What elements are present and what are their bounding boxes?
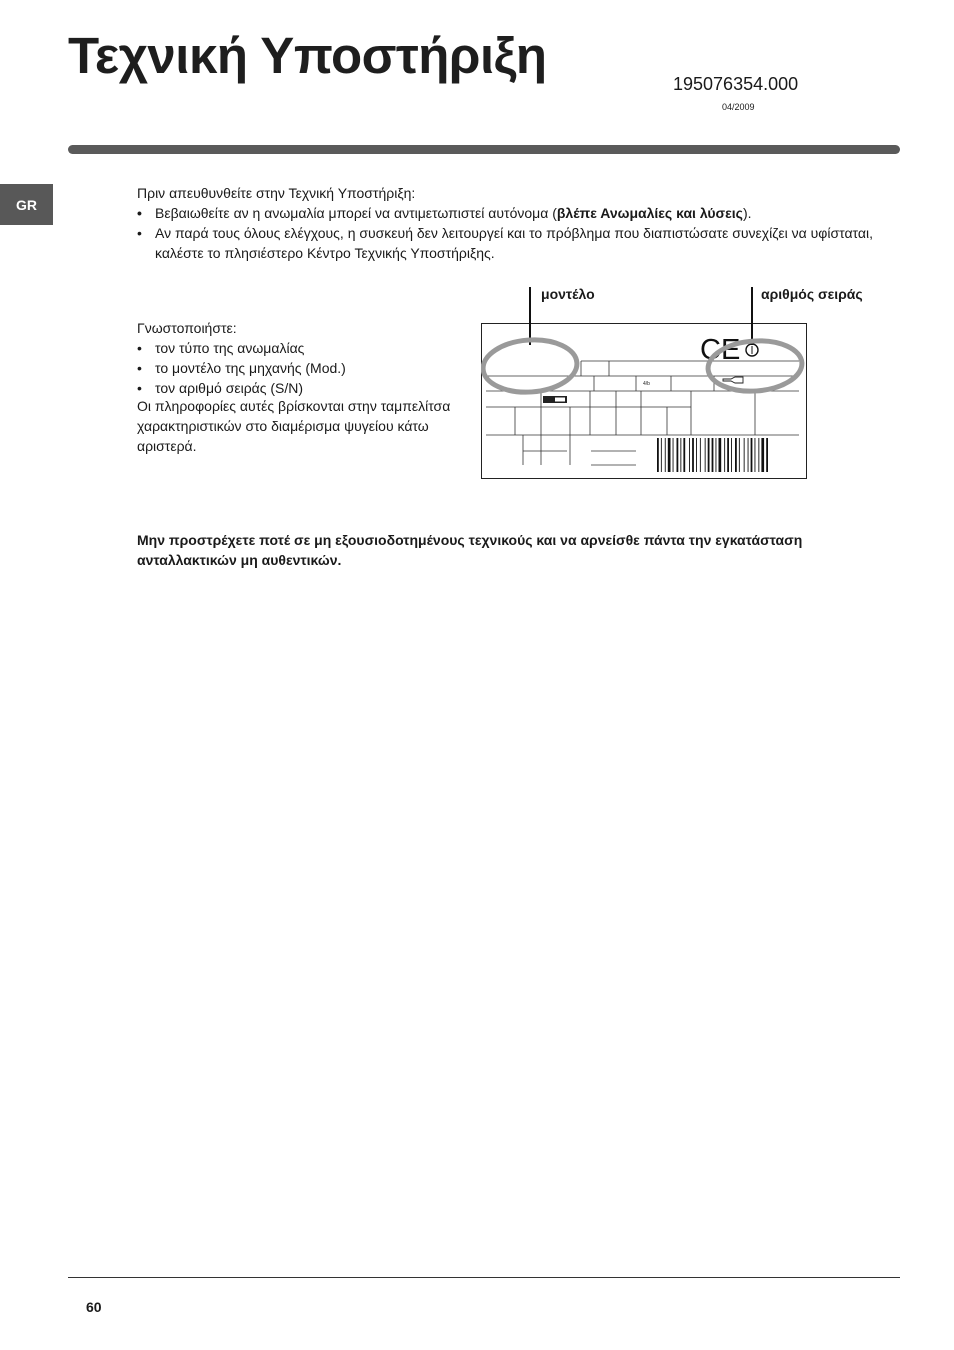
header-rule bbox=[68, 145, 900, 154]
ce-mark: CE bbox=[700, 334, 741, 366]
rating-plate-diagram bbox=[481, 283, 811, 483]
notify-item-fault: • τον τύπο της ανωμαλίας bbox=[137, 338, 457, 358]
barcode-bar bbox=[696, 438, 697, 472]
barcode-bar bbox=[677, 438, 679, 472]
barcode-bar bbox=[727, 438, 729, 472]
page-number: 60 bbox=[86, 1299, 102, 1315]
barcode-bar bbox=[657, 438, 659, 472]
barcode-bar bbox=[716, 438, 717, 472]
model-callout-label: μοντέλο bbox=[541, 286, 595, 302]
language-tab: GR bbox=[0, 184, 53, 225]
barcode-bar bbox=[680, 438, 681, 472]
barcode-bar bbox=[665, 438, 666, 472]
notify-item-model: • το μοντέλο της μηχανής (Mod.) bbox=[137, 358, 457, 378]
footer-rule bbox=[68, 1277, 900, 1278]
barcode-bar bbox=[744, 438, 745, 472]
barcode-bar bbox=[758, 438, 759, 472]
barcode-bar bbox=[705, 438, 706, 472]
notify-item-serial: • τον αριθμό σειράς (S/N) bbox=[137, 378, 457, 398]
intro-text: Πριν απευθυνθείτε στην Τεχνική Υποστήριξη: bbox=[137, 185, 416, 201]
document-date: 04/2009 bbox=[722, 102, 755, 112]
barcode-bar bbox=[751, 438, 753, 472]
barcode-bar bbox=[724, 438, 725, 472]
barcode-bar bbox=[761, 438, 764, 472]
barcode-bar bbox=[719, 438, 722, 472]
barcode-bar bbox=[739, 438, 740, 472]
document-code: 195076354.000 bbox=[673, 74, 799, 94]
barcode-bar bbox=[735, 438, 737, 472]
energy-badge-inner bbox=[555, 398, 565, 402]
page-title: Τεχνική Υποστήριξη bbox=[68, 27, 547, 84]
check-item-1-end: ). bbox=[742, 205, 752, 221]
barcode-bar bbox=[708, 438, 710, 472]
serial-callout-label: αριθμός σειράς bbox=[761, 286, 863, 302]
barcode-bar bbox=[755, 438, 756, 472]
barcode-bar bbox=[748, 438, 749, 472]
barcode-bar bbox=[731, 438, 732, 472]
notify-heading: Γνωστοποιήστε: bbox=[137, 320, 237, 336]
check-item-1-text: Βεβαιωθείτε αν η ανωμαλία μπορεί να αντιμετωπιστεί αυτόνομα ( bbox=[155, 205, 557, 221]
warning-text: Μην προστρέχετε ποτέ σε μη εξουσιοδοτημένους τεχνικούς και να αρνείσθε πάντα την εγκατάσταση ανταλλακτικών μη αυθεντικών. bbox=[137, 532, 803, 568]
barcode-bar bbox=[766, 438, 768, 472]
check-item-1 bbox=[137, 203, 877, 223]
notify-list bbox=[137, 338, 457, 398]
barcode-bar bbox=[689, 438, 690, 472]
barcode-bar bbox=[692, 438, 694, 472]
barcode-bar bbox=[700, 438, 701, 472]
barcode-bar bbox=[673, 438, 674, 472]
barcode-bar bbox=[712, 438, 714, 472]
info-text: Οι πληροφορίες αυτές βρίσκονται στην ταμπελίτσα χαρακτηριστικών στο διαμέρισμα ψυγείου κάτω αριστερά. bbox=[137, 398, 451, 454]
checklist bbox=[137, 203, 877, 263]
check-item-2: • Αν παρά τους όλους ελέγχους, η συσκευή δεν λειτουργεί και το πρόβλημα που διαπιστώσατε συνεχίζει να υφίσταται, καλέστε το πλησιέστερο Κέντρο Τεχνικής Υποστήριξης. bbox=[137, 223, 877, 263]
troubleshooting-reference: βλέπε Ανωμαλίες και λύσεις bbox=[556, 205, 743, 221]
barcode-bar bbox=[683, 438, 685, 472]
barcode-bar bbox=[668, 438, 671, 472]
barcode-bar bbox=[661, 438, 662, 472]
plate-tiny-mark: 4/b bbox=[643, 381, 650, 387]
